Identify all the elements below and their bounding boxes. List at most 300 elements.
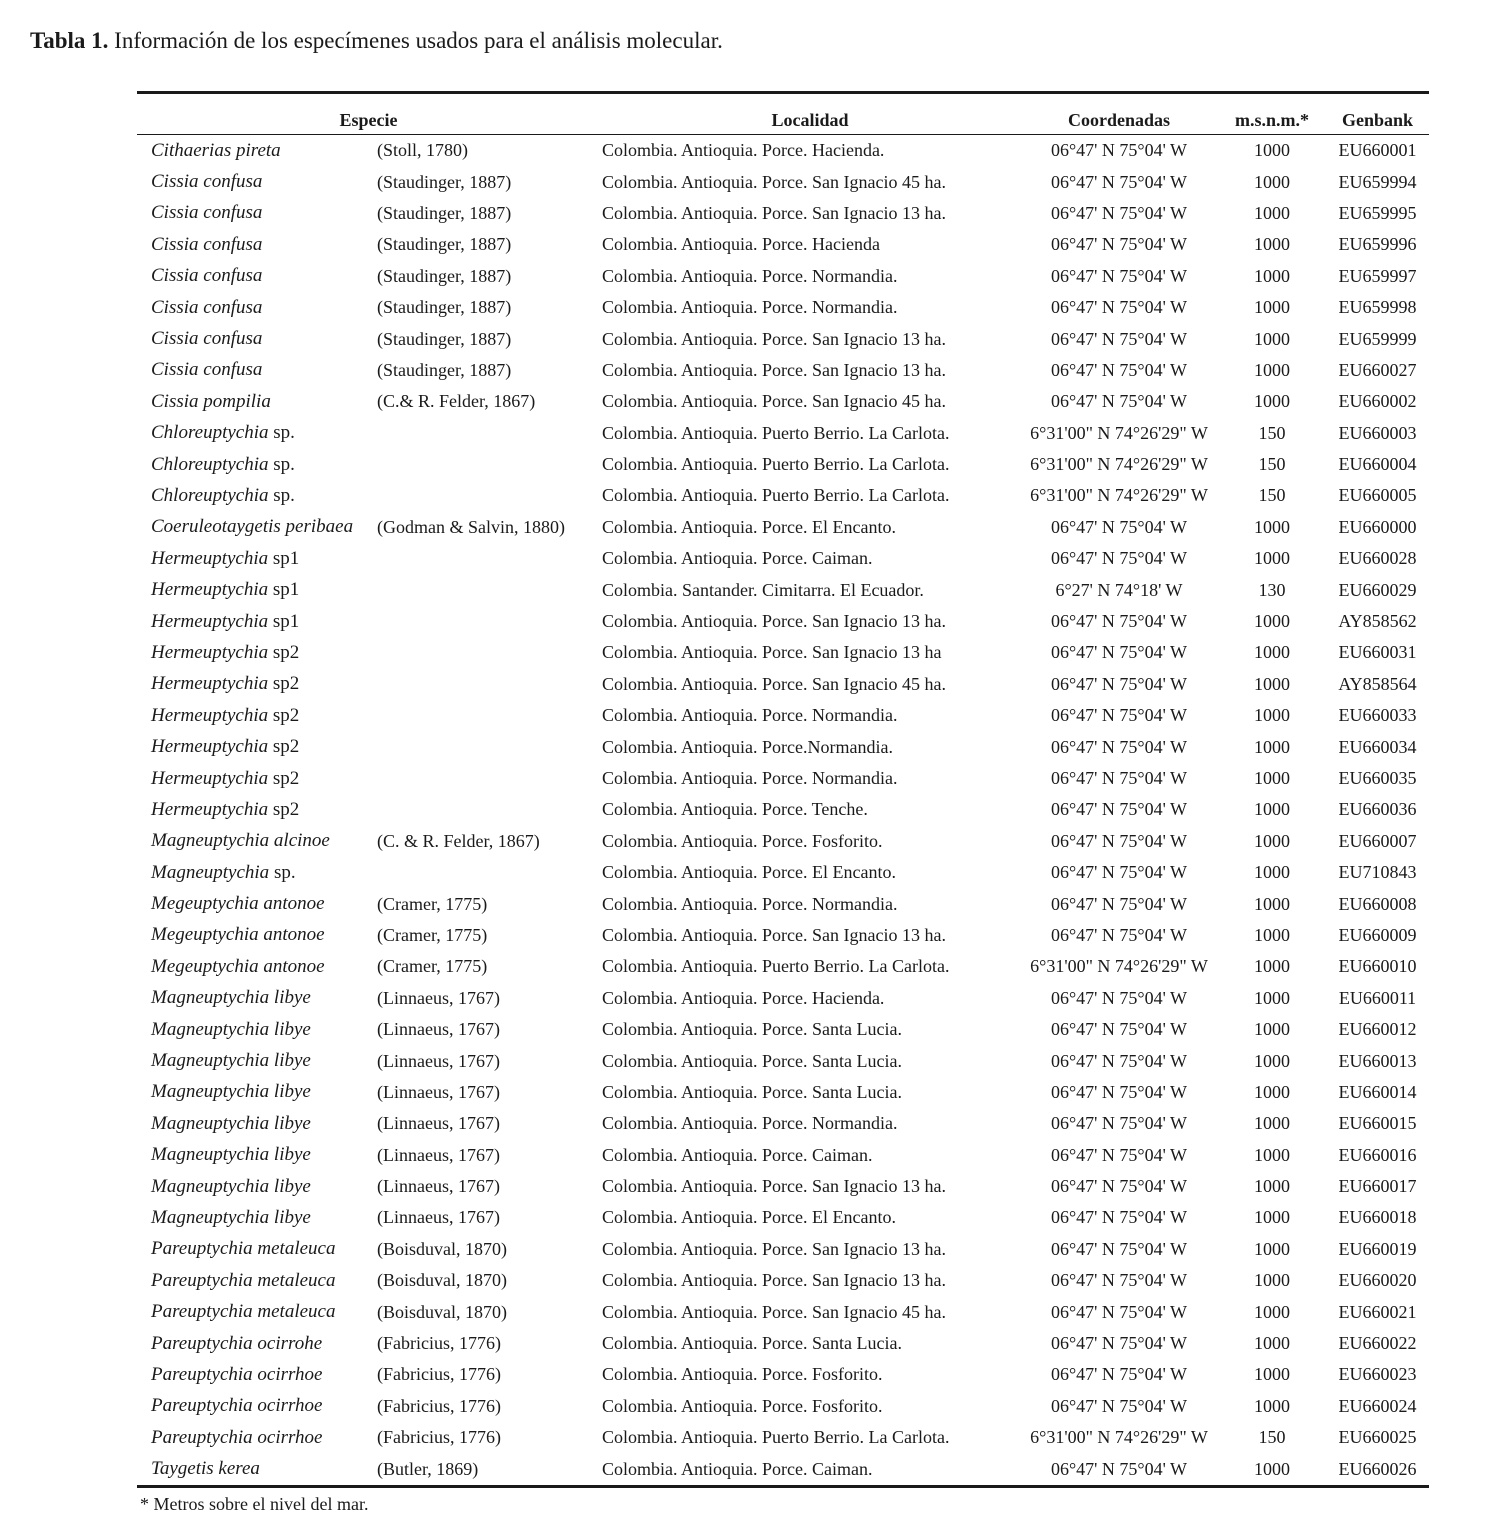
species-cell [137,386,375,417]
coordinates-cell: 06°47' N 75°04' W [1050,1364,1188,1385]
locality-cell: Colombia. Antioquia. Porce. Santa Lucia. [602,1050,902,1071]
altitude-cell: 1000 [1254,893,1290,914]
altitude-cell: 1000 [1254,736,1290,757]
table-row [137,1077,1429,1108]
genbank-cell: EU660035 [1338,768,1417,788]
table-row [137,1265,1429,1296]
species-qualifier: sp1 [268,579,300,601]
genbank-cell: EU660005 [1338,485,1417,506]
species-cell [137,449,375,480]
altitude-cell: 1000 [1254,202,1290,223]
author-cell: (Fabricius, 1776) [377,1364,501,1385]
species-cell [137,1171,375,1202]
author-cell: (Butler, 1869) [377,1458,479,1479]
author-cell: (Fabricius, 1776) [377,1333,501,1354]
table-row [137,763,1429,794]
species-cell [137,826,375,857]
author-cell: (Staudinger, 1887) [377,265,512,286]
genbank-cell: EU660027 [1338,359,1417,380]
altitude-cell: 1000 [1254,611,1290,632]
genbank-cell: EU710843 [1338,862,1417,883]
genbank-cell: EU660013 [1338,1050,1417,1071]
species-qualifier: sp. [268,484,295,506]
locality-cell: Colombia. Antioquia. Puerto Berrio. La Carlota. [602,485,950,506]
species-cell [137,323,375,354]
species-cell [137,574,375,605]
coordinates-cell: 6°31'00" N 74°26'29" W [1030,422,1208,443]
genbank-cell: EU660021 [1338,1301,1417,1322]
author-cell [375,418,600,449]
table-row [137,1391,1429,1422]
genbank-cell: EU660022 [1338,1333,1417,1354]
species-cell [137,261,375,292]
coordinates-cell: 06°47' N 75°04' W [1050,1458,1188,1479]
altitude-cell: 1000 [1254,1113,1290,1134]
coordinates-cell: 06°47' N 75°04' W [1050,202,1188,223]
table-row [137,229,1429,260]
species-cell [137,669,375,700]
species-cell [137,1108,375,1139]
species-name: Hermeuptychia [151,579,269,601]
genbank-cell: EU660026 [1338,1458,1417,1479]
genbank-cell: EU660033 [1338,705,1417,726]
genbank-cell: EU659998 [1338,297,1417,318]
locality-cell: Colombia. Antioquia. Porce. Caiman. [602,1458,873,1479]
genbank-cell: EU659997 [1338,265,1417,286]
table-row [137,920,1429,951]
locality-cell: Colombia. Antioquia. Porce. El Encanto. [602,516,896,537]
coordinates-cell: 06°47' N 75°04' W [1050,1019,1188,1040]
species-cell [137,355,375,386]
species-qualifier: sp. [268,453,295,475]
locality-cell: Colombia. Antioquia. Porce. Caiman. [602,1144,873,1165]
genbank-cell: EU660036 [1338,799,1417,820]
species-name: Magneuptychia [151,861,270,883]
altitude-cell: 1000 [1254,1238,1290,1259]
locality-cell: Colombia. Antioquia. Porce. San Ignacio 45 ha. [602,391,946,412]
species-cell [137,1265,375,1296]
altitude-cell: 1000 [1254,297,1290,318]
coordinates-cell: 06°47' N 75°04' W [1050,830,1188,851]
locality-cell: Colombia. Antioquia. Porce. Caiman. [602,548,873,569]
species-cell [137,480,375,511]
species-cell [137,1391,375,1422]
coordinates-cell: 06°47' N 75°04' W [1050,1333,1188,1354]
author-cell: (Staudinger, 1887) [377,234,512,255]
table-row [137,1453,1429,1486]
species-name: Cissia confusa [151,233,263,255]
table-row [137,323,1429,354]
altitude-cell: 1000 [1254,862,1290,883]
author-cell [375,637,600,668]
species-name: Hermeuptychia [151,673,269,695]
altitude-cell: 150 [1258,422,1286,443]
author-cell: (Stoll, 1780) [377,140,469,161]
header-coordinates: Coordenadas [1067,110,1170,130]
author-cell: (C.& R. Felder, 1867) [377,391,536,412]
species-cell [137,1328,375,1359]
species-cell [137,920,375,951]
genbank-cell: EU660007 [1338,830,1417,851]
table-row [137,574,1429,605]
table-row [137,983,1429,1014]
table-row [137,1359,1429,1390]
altitude-cell: 1000 [1254,1050,1290,1071]
species-cell [137,512,375,543]
locality-cell: Colombia. Antioquia. Porce. Normandia. [602,1113,898,1134]
author-cell: (Linnaeus, 1767) [377,1144,500,1165]
species-name: Magneuptychia libye [151,1144,311,1166]
species-name: Chloreuptychia [151,453,269,475]
species-name: Cissia confusa [151,328,263,350]
species-name: Magneuptychia libye [151,1018,311,1040]
coordinates-cell: 06°47' N 75°04' W [1050,736,1188,757]
coordinates-cell: 06°47' N 75°04' W [1050,642,1188,663]
author-cell [375,574,600,605]
coordinates-cell: 06°47' N 75°04' W [1050,516,1188,537]
species-cell [137,888,375,919]
table-row [137,512,1429,543]
genbank-cell: EU660023 [1338,1364,1417,1385]
coordinates-cell: 06°47' N 75°04' W [1050,862,1188,883]
locality-cell: Colombia. Antioquia. Porce. San Ignacio 13 ha. [602,359,946,380]
genbank-cell: EU660025 [1338,1427,1417,1448]
table-row [137,606,1429,637]
genbank-cell: AY858564 [1338,673,1417,694]
coordinates-cell: 06°47' N 75°04' W [1050,265,1188,286]
species-name: Pareuptychia ocirrhoe [151,1363,323,1385]
locality-cell: Colombia. Antioquia. Puerto Berrio. La Carlota. [602,422,950,443]
species-qualifier: sp2 [268,704,300,726]
table-row [137,449,1429,480]
author-cell: (Godman & Salvin, 1880) [377,516,565,537]
author-cell [375,794,600,825]
genbank-cell: EU660028 [1338,548,1417,569]
author-cell [375,700,600,731]
altitude-cell: 1000 [1254,705,1290,726]
table-row [137,1328,1429,1359]
author-cell [375,480,600,511]
author-cell: (Linnaeus, 1767) [377,1207,500,1228]
author-cell: (Linnaeus, 1767) [377,1050,500,1071]
genbank-cell: EU659994 [1338,171,1417,192]
table-row [137,1171,1429,1202]
locality-cell: Colombia. Antioquia. Porce. San Ignacio 45 ha. [602,673,946,694]
altitude-cell: 1000 [1254,768,1290,788]
author-cell [375,543,600,574]
species-cell [137,951,375,982]
table-body [137,135,1429,1487]
locality-cell: Colombia. Antioquia. Porce. Santa Lucia. [602,1333,902,1354]
species-name: Pareuptychia ocirrohe [151,1332,323,1354]
species-name: Cissia confusa [151,171,263,193]
locality-cell: Colombia. Antioquia. Porce. Normandia. [602,705,898,726]
species-name: Magneuptychia alcinoe [151,830,330,852]
locality-cell: Colombia. Antioquia. Puerto Berrio. La Carlota. [602,454,950,475]
species-cell [137,637,375,668]
coordinates-cell: 06°47' N 75°04' W [1050,1238,1188,1259]
table-row [137,637,1429,668]
species-cell [137,418,375,449]
table-row [137,1234,1429,1265]
species-name: Magneuptychia libye [151,1206,311,1228]
locality-cell: Colombia. Antioquia. Porce. Fosforito. [602,830,883,851]
genbank-cell: EU660001 [1338,140,1417,161]
genbank-cell: EU660024 [1338,1395,1417,1416]
genbank-cell: EU660003 [1338,422,1417,443]
species-qualifier: sp2 [268,673,300,695]
locality-cell: Colombia. Antioquia. Porce. San Ignacio 13 ha. [602,328,946,349]
table-row [137,1296,1429,1327]
species-cell [137,135,375,167]
species-name: Megeuptychia antonoe [151,955,325,977]
species-qualifier: sp2 [268,736,300,758]
coordinates-cell: 06°47' N 75°04' W [1050,705,1188,726]
locality-cell: Colombia. Antioquia. Porce. Hacienda. [602,987,885,1008]
author-cell [375,669,600,700]
species-cell [137,543,375,574]
table-row [137,1422,1429,1453]
table-row [137,951,1429,982]
coordinates-cell: 06°47' N 75°04' W [1050,1144,1188,1165]
coordinates-cell: 6°31'00" N 74°26'29" W [1030,454,1208,475]
species-name: Hermeuptychia [151,798,269,820]
table-row [137,480,1429,511]
species-name: Cissia confusa [151,265,263,287]
locality-cell: Colombia. Antioquia. Puerto Berrio. La Carlota. [602,956,950,977]
genbank-cell: EU660034 [1338,736,1417,757]
table-row [137,166,1429,197]
table-row [137,135,1429,167]
locality-cell: Colombia. Antioquia. Porce. Normandia. [602,893,898,914]
species-qualifier: sp2 [268,767,300,789]
altitude-cell: 1000 [1254,924,1290,945]
altitude-cell: 1000 [1254,799,1290,820]
header-altitude: m.s.n.m.* [1234,110,1309,130]
altitude-cell: 1000 [1254,1301,1290,1322]
locality-cell: Colombia. Antioquia. Porce. San Ignacio 13 ha [602,642,942,663]
table-row [137,669,1429,700]
species-name: Chloreuptychia [151,484,269,506]
species-qualifier: sp1 [268,610,300,632]
genbank-cell: EU660031 [1338,642,1417,663]
species-name: Hermeuptychia [151,641,269,663]
locality-cell: Colombia. Antioquia. Porce. Hacienda. [602,140,885,161]
species-name: Magneuptychia libye [151,1050,311,1072]
author-cell: (Cramer, 1775) [377,893,488,914]
altitude-cell: 1000 [1254,1333,1290,1354]
coordinates-cell: 06°47' N 75°04' W [1050,359,1188,380]
table-header-row [137,93,1429,135]
species-name: Cithaerias pireta [151,139,281,161]
locality-cell: Colombia. Antioquia. Porce. Normandia. [602,297,898,318]
species-cell [137,292,375,323]
coordinates-cell: 06°47' N 75°04' W [1050,611,1188,632]
coordinates-cell: 6°31'00" N 74°26'29" W [1030,485,1208,506]
species-cell [137,1359,375,1390]
table-row [137,1108,1429,1139]
species-cell [137,1453,375,1486]
coordinates-cell: 06°47' N 75°04' W [1050,234,1188,255]
coordinates-cell: 06°47' N 75°04' W [1050,799,1188,820]
coordinates-cell: 06°47' N 75°04' W [1050,673,1188,694]
table-row [137,1202,1429,1233]
coordinates-cell: 6°31'00" N 74°26'29" W [1030,956,1208,977]
locality-cell: Colombia. Antioquia. Porce. Fosforito. [602,1395,883,1416]
locality-cell: Colombia. Antioquia. Porce. Normandia. [602,265,898,286]
coordinates-cell: 06°47' N 75°04' W [1050,297,1188,318]
caption-label: Tabla 1. [30,28,109,53]
species-cell [137,1014,375,1045]
table-row [137,731,1429,762]
locality-cell: Colombia. Antioquia. Porce. San Ignacio 13 ha. [602,202,946,223]
author-cell: (Staudinger, 1887) [377,297,512,318]
locality-cell: Colombia. Antioquia. Porce. San Ignacio 13 ha. [602,1270,946,1291]
species-qualifier: sp. [269,861,296,883]
species-name: Hermeuptychia [151,704,269,726]
caption-text: Información de los especímenes usados para el análisis molecular. [114,28,723,53]
table-row [137,1014,1429,1045]
species-cell [137,1140,375,1171]
table-row [137,198,1429,229]
genbank-cell: EU660019 [1338,1238,1417,1259]
coordinates-cell: 06°47' N 75°04' W [1050,1176,1188,1197]
coordinates-cell: 6°31'00" N 74°26'29" W [1030,1427,1208,1448]
species-name: Magneuptychia libye [151,1081,311,1103]
author-cell [375,857,600,888]
specimen-table-container [137,91,1429,1488]
species-name: Cissia confusa [151,359,263,381]
species-name: Pareuptychia metaleuca [151,1301,336,1323]
coordinates-cell: 06°47' N 75°04' W [1050,140,1188,161]
species-name: Pareuptychia metaleuca [151,1269,336,1291]
locality-cell: Colombia. Antioquia. Porce. Santa Lucia. [602,1019,902,1040]
species-name: Cissia pompilia [151,390,271,412]
header-species: Especie [339,110,398,130]
altitude-cell: 1000 [1254,516,1290,537]
table-row [137,261,1429,292]
altitude-cell: 1000 [1254,1176,1290,1197]
species-cell [137,763,375,794]
altitude-cell: 1000 [1254,1207,1290,1228]
species-qualifier: sp1 [268,547,300,569]
genbank-cell: EU660015 [1338,1113,1417,1134]
genbank-cell: EU660010 [1338,956,1417,977]
species-cell [137,229,375,260]
genbank-cell: EU660012 [1338,1019,1417,1040]
author-cell: (Cramer, 1775) [377,956,488,977]
locality-cell: Colombia. Antioquia. Porce. Santa Lucia. [602,1081,902,1102]
altitude-cell: 1000 [1254,987,1290,1008]
locality-cell: Colombia. Antioquia. Porce. San Ignacio 13 ha. [602,1238,946,1259]
species-cell [137,731,375,762]
altitude-cell: 1000 [1254,830,1290,851]
altitude-cell: 1000 [1254,1395,1290,1416]
coordinates-cell: 06°47' N 75°04' W [1050,893,1188,914]
species-name: Chloreuptychia [151,422,269,444]
table-row [137,700,1429,731]
coordinates-cell: 06°47' N 75°04' W [1050,924,1188,945]
altitude-cell: 1000 [1254,1144,1290,1165]
author-cell: (Cramer, 1775) [377,924,488,945]
altitude-cell: 1000 [1254,391,1290,412]
genbank-cell: EU660004 [1338,454,1417,475]
altitude-cell: 1000 [1254,1270,1290,1291]
locality-cell: Colombia. Antioquia. Porce. San Ignacio 13 ha. [602,611,946,632]
table-row [137,355,1429,386]
author-cell [375,731,600,762]
species-name: Magneuptychia libye [151,1112,311,1134]
species-name: Pareuptychia metaleuca [151,1238,336,1260]
coordinates-cell: 6°27' N 74°18' W [1055,579,1183,600]
altitude-cell: 1000 [1254,328,1290,349]
coordinates-cell: 06°47' N 75°04' W [1050,548,1188,569]
species-name: Megeuptychia antonoe [151,924,325,946]
coordinates-cell: 06°47' N 75°04' W [1050,1395,1188,1416]
coordinates-cell: 06°47' N 75°04' W [1050,1207,1188,1228]
author-cell: (Linnaeus, 1767) [377,1081,500,1102]
species-cell [137,1422,375,1453]
locality-cell: Colombia. Antioquia. Porce. San Ignacio 13 ha. [602,1176,946,1197]
species-cell [137,1202,375,1233]
genbank-cell: EU660016 [1338,1144,1417,1165]
altitude-cell: 1000 [1254,548,1290,569]
coordinates-cell: 06°47' N 75°04' W [1050,1113,1188,1134]
species-cell [137,1234,375,1265]
species-name: Coeruleotaygetis peribaea [151,516,354,538]
table-row [137,888,1429,919]
genbank-cell: EU659999 [1338,328,1417,349]
coordinates-cell: 06°47' N 75°04' W [1050,1081,1188,1102]
table-row [137,1045,1429,1076]
author-cell: (Staudinger, 1887) [377,202,512,223]
species-cell [137,700,375,731]
genbank-cell: EU660018 [1338,1207,1417,1228]
table-row [137,826,1429,857]
genbank-cell: EU660029 [1338,579,1417,600]
altitude-cell: 1000 [1254,265,1290,286]
author-cell: (Fabricius, 1776) [377,1395,501,1416]
species-name: Hermeuptychia [151,610,269,632]
table-footnote: * Metros sobre el nivel del mar. [140,1494,369,1514]
altitude-cell: 1000 [1254,956,1290,977]
species-cell [137,1077,375,1108]
author-cell: (Linnaeus, 1767) [377,1113,500,1134]
locality-cell: Colombia. Antioquia. Porce. El Encanto. [602,862,896,883]
species-name: Hermeuptychia [151,547,269,569]
genbank-cell: EU659996 [1338,234,1417,255]
species-qualifier: sp2 [268,641,300,663]
table-row [137,418,1429,449]
author-cell: (Linnaeus, 1767) [377,987,500,1008]
author-cell: (Boisduval, 1870) [377,1238,507,1259]
table-row [137,386,1429,417]
coordinates-cell: 06°47' N 75°04' W [1050,768,1188,788]
locality-cell: Colombia. Antioquia. Porce. San Ignacio 13 ha. [602,924,946,945]
species-name: Cissia confusa [151,296,263,318]
table-row [137,1140,1429,1171]
locality-cell: Colombia. Antioquia. Puerto Berrio. La Carlota. [602,1427,950,1448]
author-cell: (Staudinger, 1887) [377,359,512,380]
species-qualifier: sp2 [268,798,300,820]
genbank-cell: EU660002 [1338,391,1417,412]
locality-cell: Colombia. Antioquia. Porce. El Encanto. [602,1207,896,1228]
species-qualifier: sp. [268,422,295,444]
locality-cell: Colombia. Antioquia. Porce. Normandia. [602,768,898,788]
altitude-cell: 1000 [1254,359,1290,380]
altitude-cell: 1000 [1254,1364,1290,1385]
author-cell: (Linnaeus, 1767) [377,1176,500,1197]
